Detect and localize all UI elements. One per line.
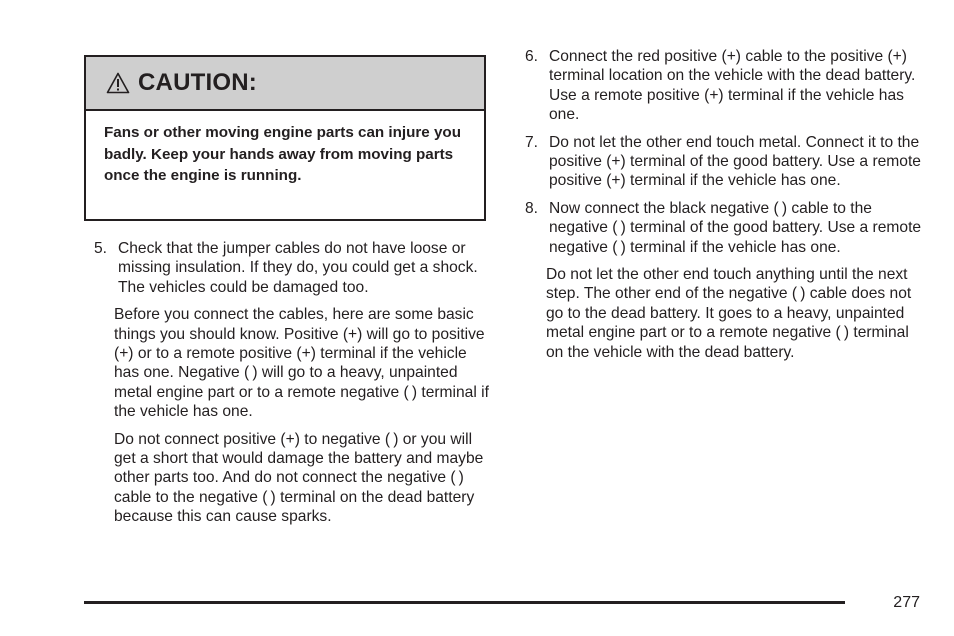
step-text: Check that the jumper cables do not have loose or missing insulation. If they do, you could get a shock. The vehicles could be damaged too.: [118, 240, 478, 296]
step-number: 8.: [525, 199, 539, 217]
paragraph-negative-cable: Do not let the other end touch anything until the next step. The other end of the negative ( ) cable does not go to the dead battery. It goes to a heavy, unpainted metal engine part or to a remote negative ( ) terminal on the vehicle with the dead battery.: [546, 266, 912, 361]
warning-triangle-icon: [106, 72, 130, 94]
step-text: Now connect the black negative ( ) cable to the negative ( ) terminal of the good battery. Use a remote negative ( ) terminal if the vehicle has one.: [549, 199, 922, 256]
left-column: [94, 239, 494, 535]
step-6: [525, 47, 925, 125]
paragraph-short-warning: Do not connect positive (+) to negative ( ) or you will get a short that would damage the battery and maybe other parts too. And do not connect the negative ( ) cable to the negative ( ) terminal on the dead battery because this can cause sparks.: [114, 430, 484, 526]
caution-title: CAUTION:: [138, 69, 257, 96]
step-text: Connect the red positive (+) cable to the positive (+) terminal location on the vehicle with the dead battery. Use a remote positive (+) terminal if the vehicle has one.: [549, 48, 916, 124]
step-5: [94, 239, 494, 297]
caution-text: Fans or other moving engine parts can injure you badly. Keep your hands away from moving parts once the engine is running.: [104, 124, 461, 184]
step-number: 6.: [525, 48, 539, 65]
step-number: 7.: [525, 133, 539, 151]
step-7: [525, 133, 925, 191]
footer-rule: [84, 601, 845, 604]
paragraph-basics: Before you connect the cables, here are some basic things you should know. Positive (+) will go to positive (+) or to a remote positive (+) terminal if the vehicle has one. Negative ( ) will go to a heavy, unpainted metal engine part or to a remote negative ( ) terminal if the vehicle has one.: [114, 306, 489, 421]
step-8: [525, 199, 925, 257]
right-column: [525, 47, 925, 370]
step-text: Do not let the other end touch metal. Connect it to the positive (+) terminal of the good battery. Use a remote positive (+) terminal if the vehicle has one.: [549, 133, 921, 190]
caution-header: [86, 57, 484, 111]
caution-box: [84, 55, 486, 221]
page-number: 277: [893, 594, 920, 611]
step-number: 5.: [94, 240, 108, 257]
